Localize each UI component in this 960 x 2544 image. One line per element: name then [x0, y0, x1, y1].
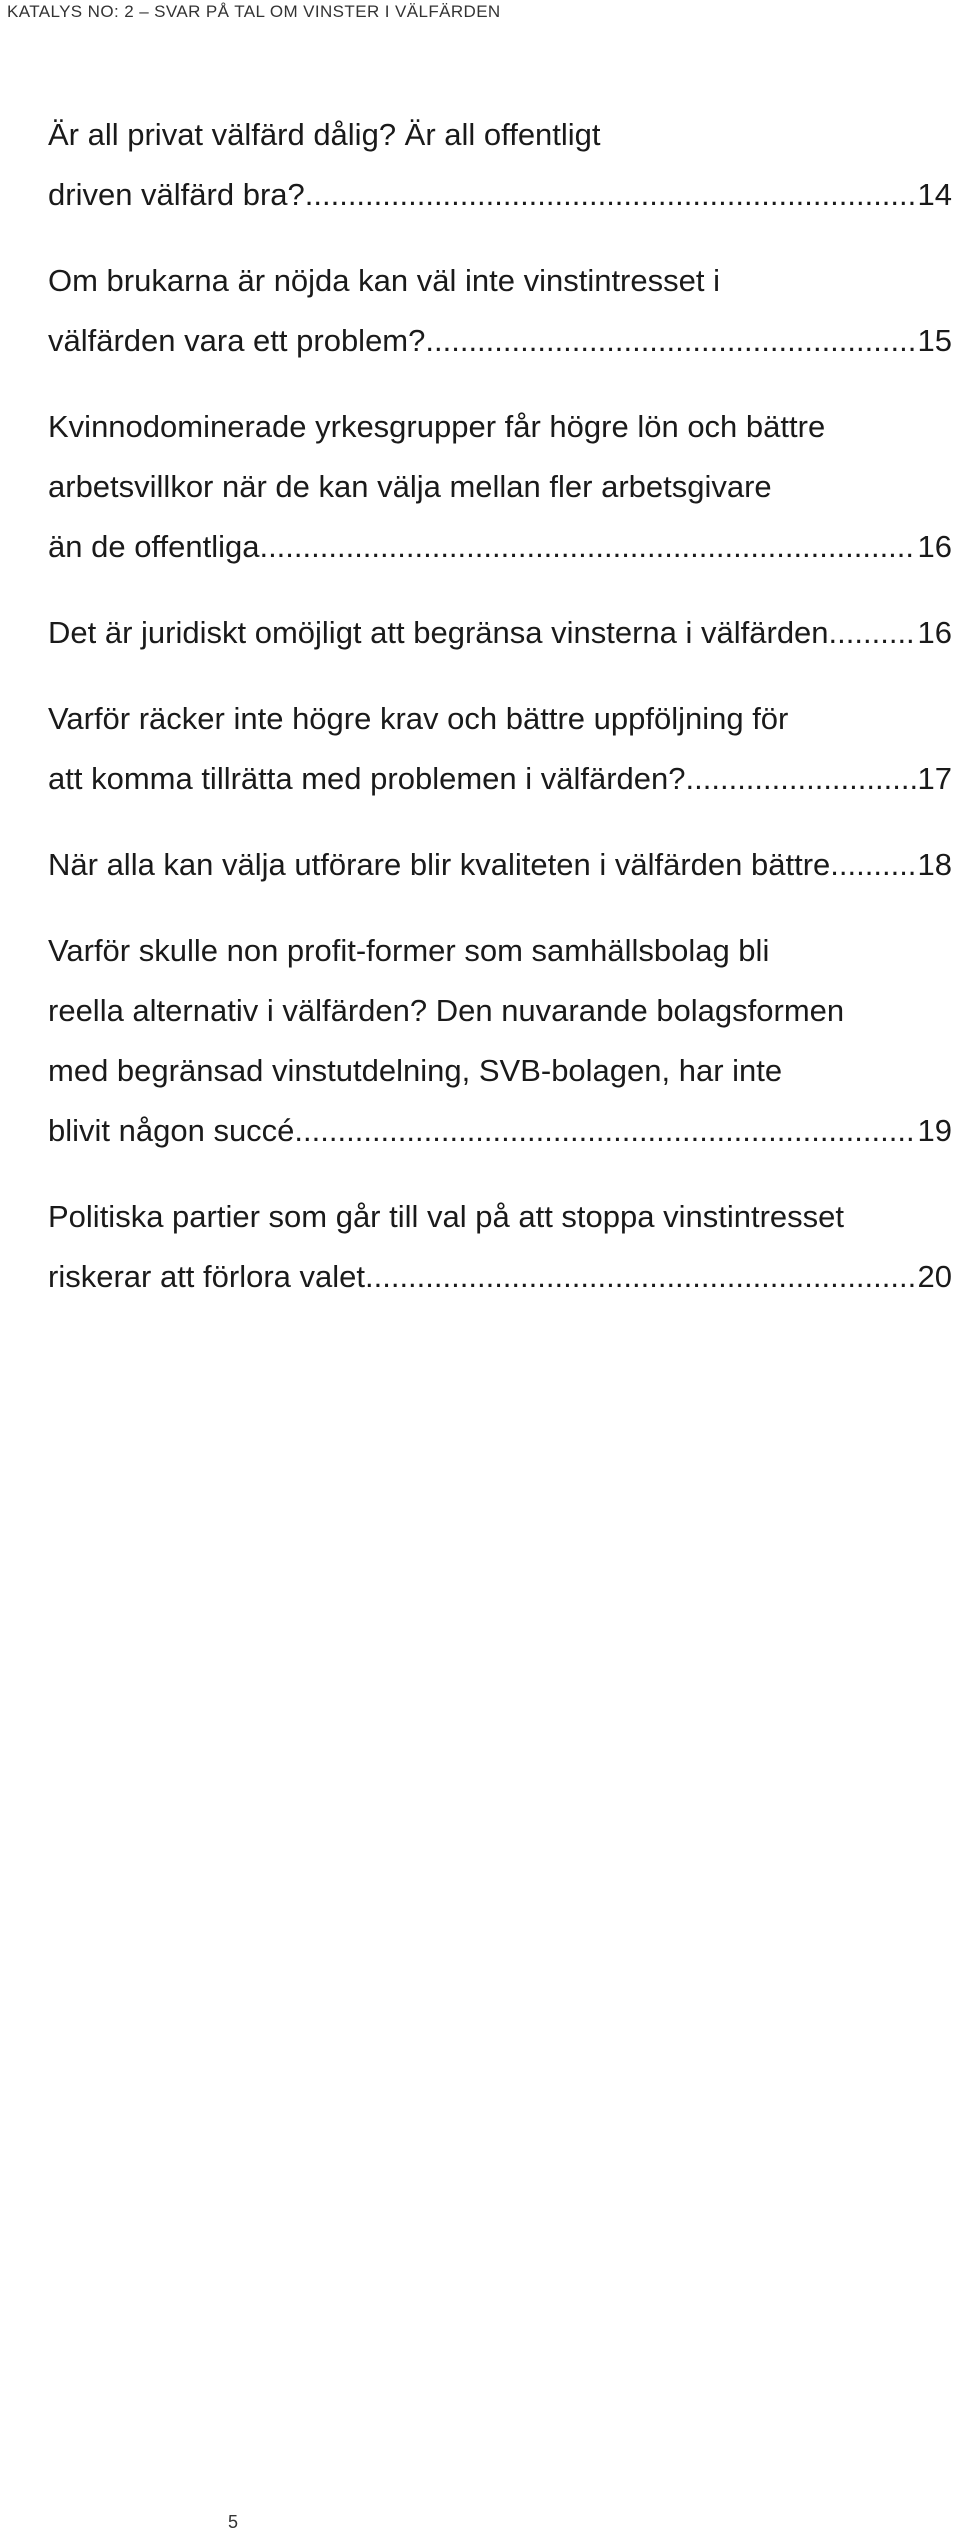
- toc-entry-final-line: [48, 603, 952, 663]
- toc-entry[interactable]: [48, 921, 952, 1161]
- dot-leader: [303, 1101, 915, 1161]
- toc-entry[interactable]: [48, 835, 952, 895]
- dot-leader: [259, 517, 915, 577]
- toc-entry-final-line: [48, 835, 952, 895]
- dot-leader: [837, 603, 915, 663]
- toc-entry-final-line: [48, 311, 952, 371]
- toc-entry[interactable]: [48, 251, 952, 371]
- toc-entry-text-line: Det är juridiskt omöjligt att begränsa vinsterna i välfärden.: [48, 615, 838, 650]
- toc-entry-text-line: med begränsad vinstutdelning, SVB-bolagen, har inte: [48, 1053, 783, 1088]
- toc-page-number: 15: [917, 323, 952, 358]
- dot-leader: [374, 1247, 916, 1307]
- toc-entry[interactable]: [48, 105, 952, 225]
- toc-page-number: 16: [917, 529, 952, 564]
- dot-leader: [839, 835, 916, 895]
- toc-entry[interactable]: [48, 689, 952, 809]
- toc-entry-final-line: [48, 749, 952, 809]
- toc-entry-text-line: Varför skulle non profit-former som samhällsbolag bli: [48, 933, 770, 968]
- toc-entry-text-line: Varför räcker inte högre krav och bättre uppföljning för: [48, 701, 789, 736]
- toc-entry-text-line: När alla kan välja utförare blir kvaliteten i välfärden bättre.: [48, 847, 839, 882]
- toc-entry-final-line: [48, 1101, 952, 1161]
- toc-entry-text-line: riskerar att förlora valet.: [48, 1259, 374, 1294]
- toc-entry-final-line: [48, 1247, 952, 1307]
- toc-page-number: 14: [917, 177, 952, 212]
- toc-entry-text-line: Om brukarna är nöjda kan väl inte vinstintresset i: [48, 263, 720, 298]
- table-of-contents: [48, 105, 952, 1333]
- dot-leader: [425, 311, 915, 371]
- toc-entry-text-line: reella alternativ i välfärden? Den nuvarande bolagsformen: [48, 993, 845, 1028]
- toc-entry-text-line: Kvinnodominerade yrkesgrupper får högre lön och bättre: [48, 409, 826, 444]
- toc-entry-text-line: driven välfärd bra?: [48, 177, 305, 212]
- toc-entry-text-line: Politiska partier som går till val på att stoppa vinstintresset: [48, 1199, 845, 1234]
- page-number: 5: [228, 2512, 239, 2532]
- toc-entry-text-line: välfärden vara ett problem?: [48, 323, 426, 358]
- toc-page-number: 16: [917, 615, 952, 650]
- toc-entry[interactable]: [48, 397, 952, 577]
- toc-page-number: 20: [917, 1259, 952, 1294]
- toc-entry-final-line: [48, 517, 952, 577]
- running-header: KATALYS NO: 2 – SVAR PÅ TAL OM VINSTER I VÄLFÄRDEN: [7, 2, 501, 21]
- toc-entry[interactable]: [48, 1187, 952, 1307]
- dot-leader: [686, 749, 916, 809]
- toc-entry-text-line: Är all privat välfärd dålig? Är all offentligt: [48, 117, 601, 152]
- toc-entry-text-line: arbetsvillkor när de kan välja mellan fler arbetsgivare: [48, 469, 772, 504]
- toc-entry-final-line: [48, 165, 952, 225]
- toc-entry[interactable]: [48, 603, 952, 663]
- toc-entry-text-line: blivit någon succé.: [48, 1113, 304, 1148]
- toc-page-number: 17: [917, 761, 952, 796]
- dot-leader: [305, 165, 916, 225]
- toc-entry-text-line: än de offentliga: [48, 529, 260, 564]
- toc-entry-text-line: att komma tillrätta med problemen i välfärden?: [48, 761, 686, 796]
- toc-page-number: 18: [917, 847, 952, 882]
- toc-page-number: 19: [917, 1113, 952, 1148]
